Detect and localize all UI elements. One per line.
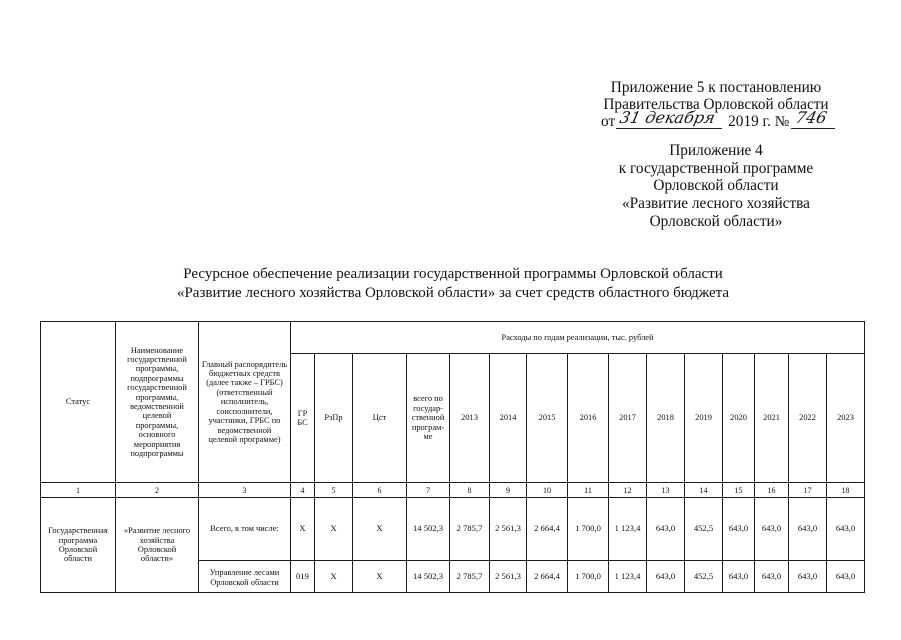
appendix-4-line-2: к государственной программе [618,160,814,177]
header-grbs-description: Главный распорядитель бюджетных средств (далее также – ГРБС) (ответственный исполнитель, соисполнители, участники, ГРБС по ведомственной целевой программе) [199,322,291,483]
column-number: 9 [490,483,527,498]
handwritten-date-field [616,108,722,129]
header-grbs: ГР БС [291,354,315,483]
column-number: 4 [291,483,315,498]
cell-year-2022: 643,0 [789,561,827,593]
column-number: 10 [527,483,568,498]
header-rzpr: РзПр [315,354,353,483]
cell-year-2019: 452,5 [685,561,723,593]
column-number: 8 [450,483,490,498]
appendix-5-line-2: Правительства Орловской области [603,96,829,113]
column-number: 7 [407,483,450,498]
cell-grbs-label: Всего, в том числе: [199,498,291,561]
appendix-4-line-5: Орловской области» [649,213,783,230]
cell-year-2015: 2 664,4 [527,498,568,561]
column-number: 11 [568,483,609,498]
resource-table [40,321,865,593]
cell-year-2013: 2 785,7 [450,498,490,561]
cell-year-2018: 643,0 [647,498,685,561]
header-year-2016: 2016 [568,354,609,483]
column-number: 5 [315,483,353,498]
column-number: 17 [789,483,827,498]
date-prefix: от [601,113,616,130]
cell-grbs: 019 [291,561,315,593]
year-and-number-label: 2019 г. № [728,113,790,130]
header-year-2021: 2021 [755,354,789,483]
cell-rzpr: Х [315,498,353,561]
cell-grbs: Х [291,498,315,561]
cell-rzpr: Х [315,561,353,593]
cell-year-2020: 643,0 [723,561,755,593]
header-cst: Цст [353,354,407,483]
handwritten-number-field [791,108,835,129]
cell-total: 14 502,3 [407,561,450,593]
column-number: 15 [723,483,755,498]
header-year-2014: 2014 [490,354,527,483]
appendix-4-line-3: Орловской области [653,177,779,194]
header-row-1 [41,322,865,354]
cell-year-2023: 643,0 [827,498,865,561]
header-total: всего по государ- ственной програм- ме [407,354,450,483]
column-number: 2 [116,483,199,498]
cell-year-2020: 643,0 [723,498,755,561]
cell-year-2018: 643,0 [647,561,685,593]
handwritten-date: 31 декабря [618,108,718,127]
cell-program-name: «Развитие лесного хозяйства Орловской области» [116,498,199,593]
header-year-2019: 2019 [685,354,723,483]
appendix-5-line-1: Приложение 5 к постановлению [610,79,822,96]
cell-year-2022: 643,0 [789,498,827,561]
header-expenses-by-year: Расходы по годам реализации, тыс. рублей [291,322,865,354]
header-year-2020: 2020 [723,354,755,483]
cell-year-2019: 452,5 [685,498,723,561]
header-year-2013: 2013 [450,354,490,483]
appendix-5-date-line [601,108,835,131]
column-number: 18 [827,483,865,498]
header-status: Статус [41,322,116,483]
header-program-name: Наименование государственной программы, подпрограммы государственной программы, ведомственной целевой программы, основного мероприятия подпрограммы [116,322,199,483]
cell-status: Государственная программа Орловской области [41,498,116,593]
column-number: 14 [685,483,723,498]
column-number: 1 [41,483,116,498]
cell-cst: Х [353,561,407,593]
cell-year-2014: 2 561,3 [490,498,527,561]
cell-year-2017: 1 123,4 [609,498,647,561]
column-number: 13 [647,483,685,498]
cell-year-2016: 1 700,0 [568,498,609,561]
header-year-2017: 2017 [609,354,647,483]
header-year-2022: 2022 [789,354,827,483]
cell-grbs-label: Управление лесами Орловской области [199,561,291,593]
header-year-2023: 2023 [827,354,865,483]
cell-year-2021: 643,0 [755,561,789,593]
document-title-line-1: Ресурсное обеспечение реализации государственной программы Орловской области [183,266,723,282]
cell-year-2021: 643,0 [755,498,789,561]
handwritten-number: 746 [794,108,830,127]
header-year-2015: 2015 [527,354,568,483]
header-year-2018: 2018 [647,354,685,483]
appendix-4-line-4: «Развитие лесного хозяйства [622,195,810,212]
cell-year-2016: 1 700,0 [568,561,609,593]
cell-year-2017: 1 123,4 [609,561,647,593]
cell-year-2023: 643,0 [827,561,865,593]
cell-cst: Х [353,498,407,561]
document-title-line-2: «Развитие лесного хозяйства Орловской области» за счет средств областного бюджета [176,285,730,301]
cell-year-2014: 2 561,3 [490,561,527,593]
appendix-4-line-1: Приложение 4 [669,142,763,159]
column-number: 12 [609,483,647,498]
cell-total: 14 502,3 [407,498,450,561]
cell-year-2013: 2 785,7 [450,561,490,593]
column-number: 3 [199,483,291,498]
column-number: 16 [755,483,789,498]
cell-year-2015: 2 664,4 [527,561,568,593]
table-row-total [41,498,865,561]
column-number-row [41,483,865,498]
column-number: 6 [353,483,407,498]
